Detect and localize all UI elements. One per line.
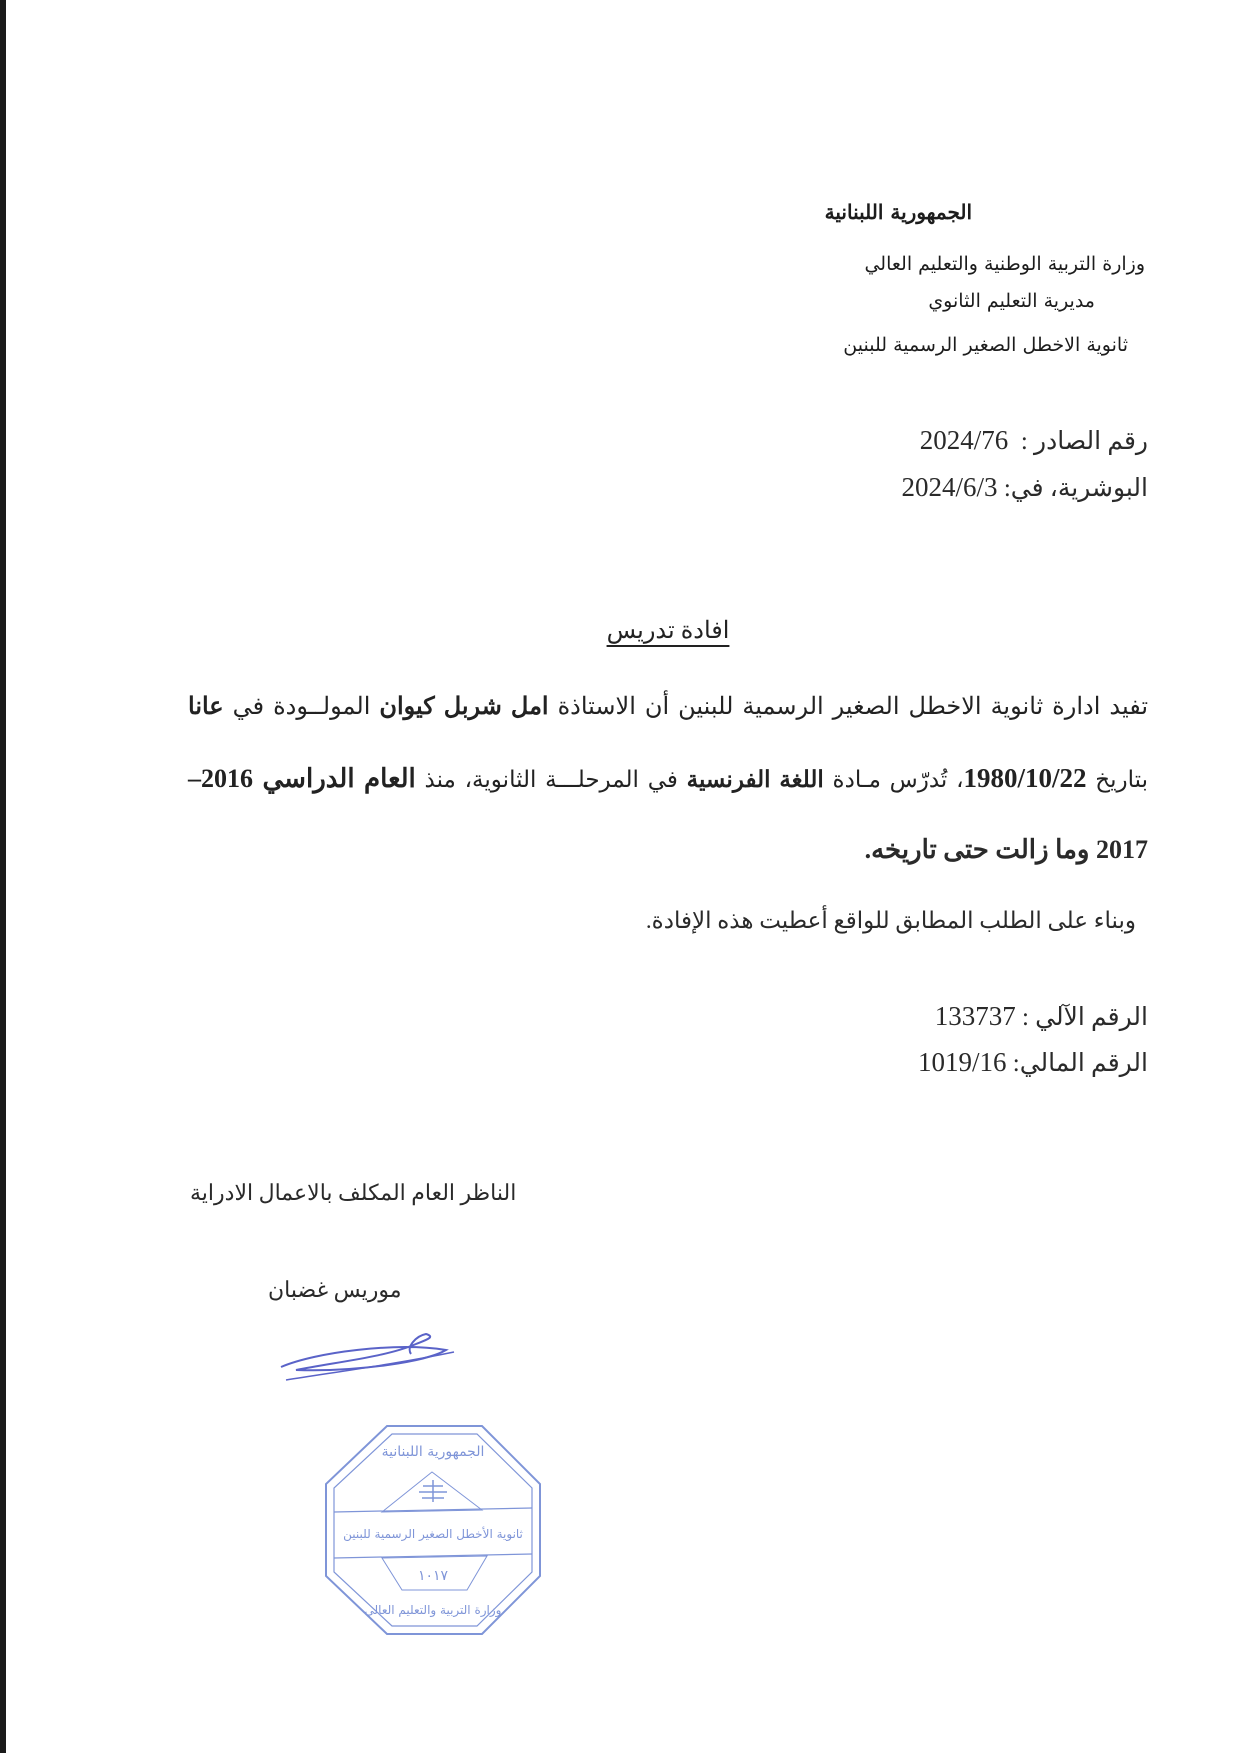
financial-number: الرقم المالي: 1019/16 bbox=[918, 1047, 1148, 1077]
auto-number: الرقم الآلي : 133737 bbox=[934, 1001, 1148, 1031]
svg-text:١٠١٧: ١٠١٧ bbox=[417, 1568, 449, 1584]
body-line-3: 2017 وما زالت حتى تاريخه. bbox=[864, 835, 1148, 864]
header-ministry: وزارة التربية الوطنية والتعليم العالي bbox=[864, 253, 1145, 275]
document-title: افادة تدريس bbox=[606, 618, 730, 644]
svg-text:ثانوية الأخطل الصغير الرسمية ل: ثانوية الأخطل الصغير الرسمية للبنين bbox=[343, 1527, 523, 1541]
scan-edge bbox=[0, 0, 6, 1753]
body-line-2: بتاريخ 1980/10/22، تُدرّس مـادة اللغة الفرنسية في المرحلـــة الثانوية، منذ العام الدراسي 2016– bbox=[188, 763, 1148, 793]
cedar-icon bbox=[419, 1480, 447, 1502]
official-stamp bbox=[322, 1422, 544, 1638]
header-directorate: مديرية التعليم الثانوي bbox=[928, 290, 1095, 312]
signatory-title: الناظر العام المكلف بالاعمال الادراية bbox=[190, 1180, 517, 1205]
reference-number: رقم الصادر : 2024/76 bbox=[919, 425, 1148, 455]
handwritten-signature bbox=[276, 1322, 456, 1382]
svg-text:الجمهورية اللبنانية: الجمهورية اللبنانية bbox=[381, 1444, 485, 1460]
svg-text:وزارة التربية والتعليم العالي: وزارة التربية والتعليم العالي bbox=[364, 1603, 502, 1617]
body-line-4: وبناء على الطلب المطابق للواقع أعطيت هذه الإفادة. bbox=[645, 908, 1136, 933]
signatory-name: موريس غضبان bbox=[268, 1277, 402, 1302]
header-republic: الجمهورية اللبنانية bbox=[824, 200, 972, 224]
body-line-1: تفيد ادارة ثانوية الاخطل الصغير الرسمية للبنين أن الاستاذة امل شربل كيوان المولــودة في عانا bbox=[188, 694, 1149, 720]
header-school: ثانوية الاخطل الصغير الرسمية للبنين bbox=[843, 334, 1128, 356]
reference-date: البوشرية، في: 2024/6/3 bbox=[901, 472, 1148, 502]
